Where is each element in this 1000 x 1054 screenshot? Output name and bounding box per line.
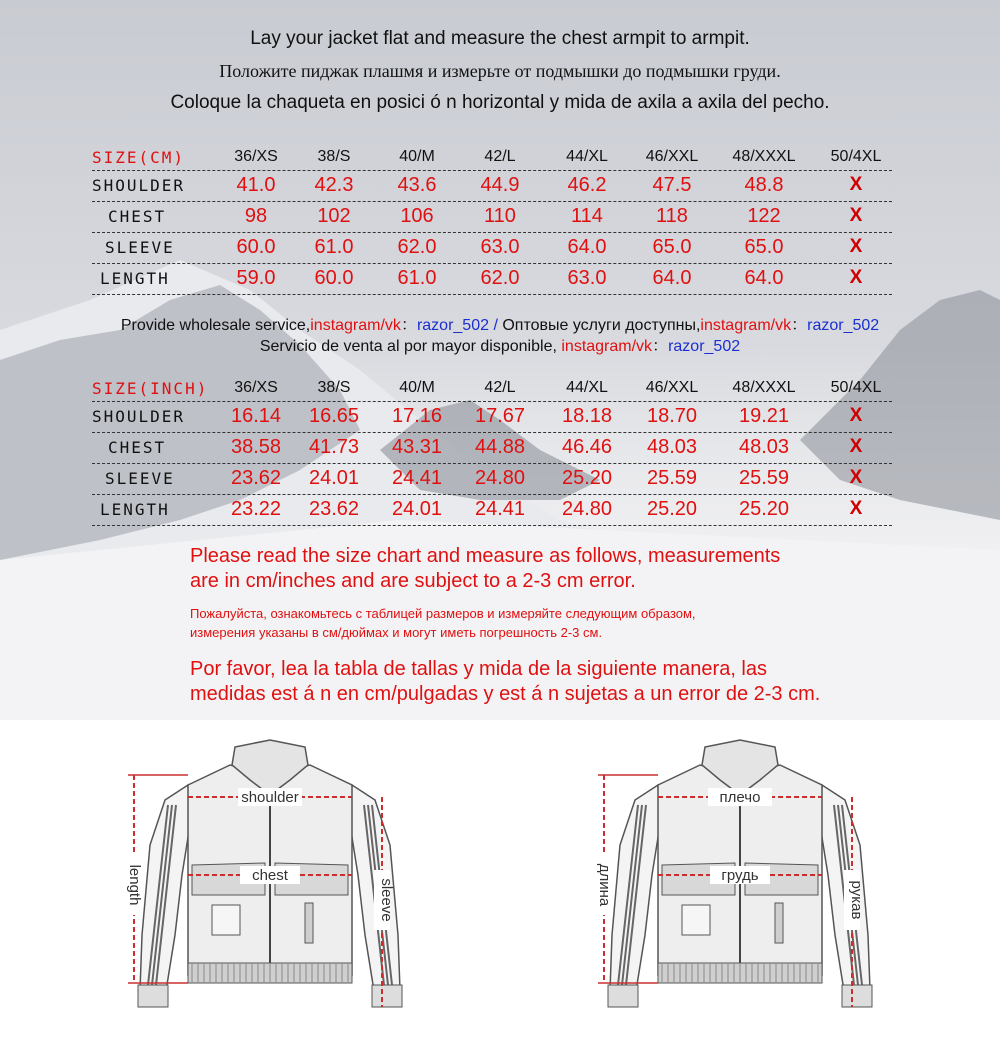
size-value-cell: 106 — [400, 205, 434, 227]
size-value-cell: 43.6 — [397, 174, 437, 196]
size-value-cell: 23.62 — [308, 498, 360, 520]
intro-text-en: Lay your jacket flat and measure the chest armpit to armpit. — [250, 28, 750, 49]
size-value-cell: X — [849, 436, 863, 457]
length-label: длина — [596, 863, 613, 907]
size-column-header: 44/XL — [566, 148, 608, 165]
size-value-cell: 47.5 — [652, 174, 692, 196]
row-divider — [92, 201, 892, 202]
promo-colon: ： — [400, 317, 417, 334]
size-value-cell: 60.0 — [314, 267, 354, 289]
note-en-line-1: Please read the size chart and measure as follows, measurements — [190, 545, 781, 567]
right-cuff — [842, 985, 872, 1007]
size-value-cell: X — [849, 236, 863, 257]
shoulder-label: плечо — [719, 789, 761, 806]
size-value-cell: 44.9 — [480, 174, 520, 196]
row-divider — [92, 232, 892, 233]
row-label-shoulder: SHOULDER — [92, 176, 186, 195]
size-value-cell: 62.0 — [397, 236, 437, 258]
row-divider — [92, 263, 892, 264]
size-value-cell: 24.80 — [561, 498, 613, 520]
size-value-cell: 63.0 — [480, 236, 520, 258]
jacket-measurement-diagram-en — [120, 735, 420, 1045]
left-cuff — [138, 985, 168, 1007]
size-value-cell: 19.21 — [738, 405, 790, 427]
size-column-header: 46/XXL — [645, 379, 699, 396]
size-value-cell: 24.01 — [308, 467, 360, 489]
size-value-cell: 16.65 — [308, 405, 360, 427]
size-column-header: 36/XS — [234, 148, 278, 165]
chest-label: грудь — [721, 867, 759, 884]
size-column-header: 48/XXXL — [732, 148, 796, 165]
row-divider — [92, 432, 892, 433]
promo-text: Provide wholesale service, — [120, 317, 311, 334]
shoulder-label: shoulder — [241, 789, 299, 806]
row-label-sleeve: SLEEVE — [105, 238, 175, 257]
row-divider — [92, 494, 892, 495]
sleeve-label: sleeve — [378, 878, 395, 922]
razor-502-handle[interactable]: razor_502 — [807, 317, 880, 334]
size-value-cell: 24.80 — [474, 467, 526, 489]
size-value-cell: 65.0 — [744, 236, 784, 258]
row-divider — [92, 401, 892, 402]
instagram-vk-link[interactable]: instagram/vk — [310, 317, 401, 334]
size-value-cell: 102 — [317, 205, 351, 227]
row-divider — [92, 463, 892, 464]
promo-colon: ： — [652, 338, 669, 355]
promo-text-es: Servicio de venta al por mayor disponible, — [259, 338, 562, 355]
size-value-cell: 46.46 — [561, 436, 613, 458]
promo-colon: ： — [791, 317, 808, 334]
size-column-header: 42/L — [484, 148, 516, 165]
size-value-cell: 17.16 — [391, 405, 443, 427]
size-value-cell: 48.03 — [646, 436, 698, 458]
size-value-cell: 25.20 — [738, 498, 790, 520]
length-label: length — [126, 864, 143, 906]
size-value-cell: 41.0 — [236, 174, 276, 196]
size-value-cell: 46.2 — [567, 174, 607, 196]
size-column-header: 40/M — [399, 148, 435, 165]
size-value-cell: 61.0 — [314, 236, 354, 258]
jacket-measurement-diagram-ru — [590, 735, 890, 1045]
size-value-cell: 48.03 — [738, 436, 790, 458]
size-value-cell: X — [849, 174, 863, 195]
size-value-cell: 25.20 — [646, 498, 698, 520]
intro-text-ru: Положите пиджак плашмя и измерьте от подмышки до подмышки груди. — [219, 61, 781, 81]
size-column-header: 38/S — [317, 148, 351, 165]
row-divider — [92, 525, 892, 526]
size-column-header: 38/S — [317, 379, 351, 396]
size-value-cell: 23.22 — [230, 498, 282, 520]
size-value-cell: 64.0 — [744, 267, 784, 289]
left-sleeve-outline — [610, 785, 660, 997]
size-value-cell: 64.0 — [567, 236, 607, 258]
size-value-cell: 24.41 — [474, 498, 526, 520]
size-value-cell: 110 — [484, 205, 516, 227]
size-value-cell: 48.8 — [744, 174, 784, 196]
promo-text-ru: Оптовые услуги доступны, — [497, 317, 701, 334]
instagram-vk-link[interactable]: instagram/vk — [700, 317, 792, 334]
size-value-cell: 18.70 — [646, 405, 698, 427]
size-column-header: 50/4XL — [830, 148, 882, 165]
zip-pocket — [305, 903, 313, 943]
size-value-cell: 25.20 — [561, 467, 613, 489]
instagram-vk-link[interactable]: instagram/vk — [561, 338, 653, 355]
note-ru-line-1: Пожалуйста, ознакомьтесь с таблицей размеров и измеряйте следующим образом, — [190, 606, 696, 621]
intro-text-es: Coloque la chaqueta en posici ó n horizontal y mida de axila a axila del pecho. — [170, 92, 830, 113]
size-value-cell: 24.41 — [391, 467, 443, 489]
size-value-cell: 17.67 — [474, 405, 526, 427]
size-value-cell: 25.59 — [738, 467, 790, 489]
size-column-header: 50/4XL — [830, 379, 882, 396]
size-value-cell: 24.01 — [391, 498, 443, 520]
size-value-cell: 63.0 — [567, 267, 607, 289]
note-es-line-2: medidas est á n en cm/pulgadas y est á n sujetas a un error de 2-3 cm. — [190, 683, 821, 705]
size-value-cell: 42.3 — [314, 174, 354, 196]
note-ru-line-2: измерения указаны в см/дюймах и могут иметь погрешность 2-3 см. — [190, 625, 603, 640]
size-value-cell: X — [849, 405, 863, 426]
size-value-cell: 43.31 — [391, 436, 443, 458]
size-value-cell: 118 — [656, 205, 688, 227]
zip-pocket — [775, 903, 783, 943]
size-value-cell: X — [849, 205, 863, 226]
note-es-line-1: Por favor, lea la tabla de tallas y mida de la siguiente manera, las — [190, 658, 767, 680]
row-divider — [92, 170, 892, 171]
chest-pocket — [682, 905, 710, 935]
size-value-cell: X — [849, 467, 863, 488]
size-column-header: 42/L — [484, 379, 516, 396]
size-value-cell: 59.0 — [236, 267, 276, 289]
size-column-header: 46/XXL — [645, 148, 699, 165]
size-value-cell: 98 — [244, 205, 268, 227]
size-column-header: 44/XL — [566, 379, 608, 396]
size-value-cell: 44.88 — [474, 436, 526, 458]
left-cuff — [608, 985, 638, 1007]
razor-502-handle[interactable]: razor_502 — [668, 338, 741, 355]
size-value-cell: 61.0 — [397, 267, 437, 289]
size-value-cell: 16.14 — [230, 405, 282, 427]
row-label-chest: CHEST — [108, 207, 167, 226]
size-value-cell: 65.0 — [652, 236, 692, 258]
size-value-cell: X — [849, 498, 863, 519]
row-divider — [92, 294, 892, 295]
sleeve-label: рукав — [848, 880, 865, 920]
size-column-header: 36/XS — [234, 379, 278, 396]
row-label-sleeve: SLEEVE — [105, 469, 175, 488]
size-value-cell: 122 — [747, 205, 781, 227]
size-column-header: 48/XXXL — [732, 379, 796, 396]
row-label-length: LENGTH — [100, 269, 170, 288]
size-column-header: 40/M — [399, 379, 435, 396]
right-cuff — [372, 985, 402, 1007]
row-label-length: LENGTH — [100, 500, 170, 519]
size-value-cell: 114 — [571, 205, 603, 227]
size-value-cell: 38.58 — [230, 436, 282, 458]
wholesale-promo-line-1 — [0, 312, 1000, 335]
size-value-cell: 23.62 — [230, 467, 282, 489]
table-header-label: SIZE(CM) — [92, 148, 186, 167]
row-label-chest: CHEST — [108, 438, 167, 457]
note-en-line-2: are in cm/inches and are subject to a 2-3 cm error. — [190, 570, 636, 592]
size-value-cell: 60.0 — [236, 236, 276, 258]
wholesale-promo-line-2 — [0, 333, 1000, 356]
size-value-cell: 62.0 — [480, 267, 520, 289]
chest-pocket — [212, 905, 240, 935]
size-value-cell: 25.59 — [646, 467, 698, 489]
razor-502-handle[interactable]: razor_502 / — [416, 317, 498, 334]
chest-label: chest — [252, 867, 288, 884]
size-value-cell: 41.73 — [308, 436, 360, 458]
size-value-cell: 64.0 — [652, 267, 692, 289]
left-sleeve-outline — [140, 785, 190, 997]
row-label-shoulder: SHOULDER — [92, 407, 186, 426]
size-value-cell: X — [849, 267, 863, 288]
size-value-cell: 18.18 — [561, 405, 613, 427]
table-header-label: SIZE(INCH) — [92, 379, 209, 398]
